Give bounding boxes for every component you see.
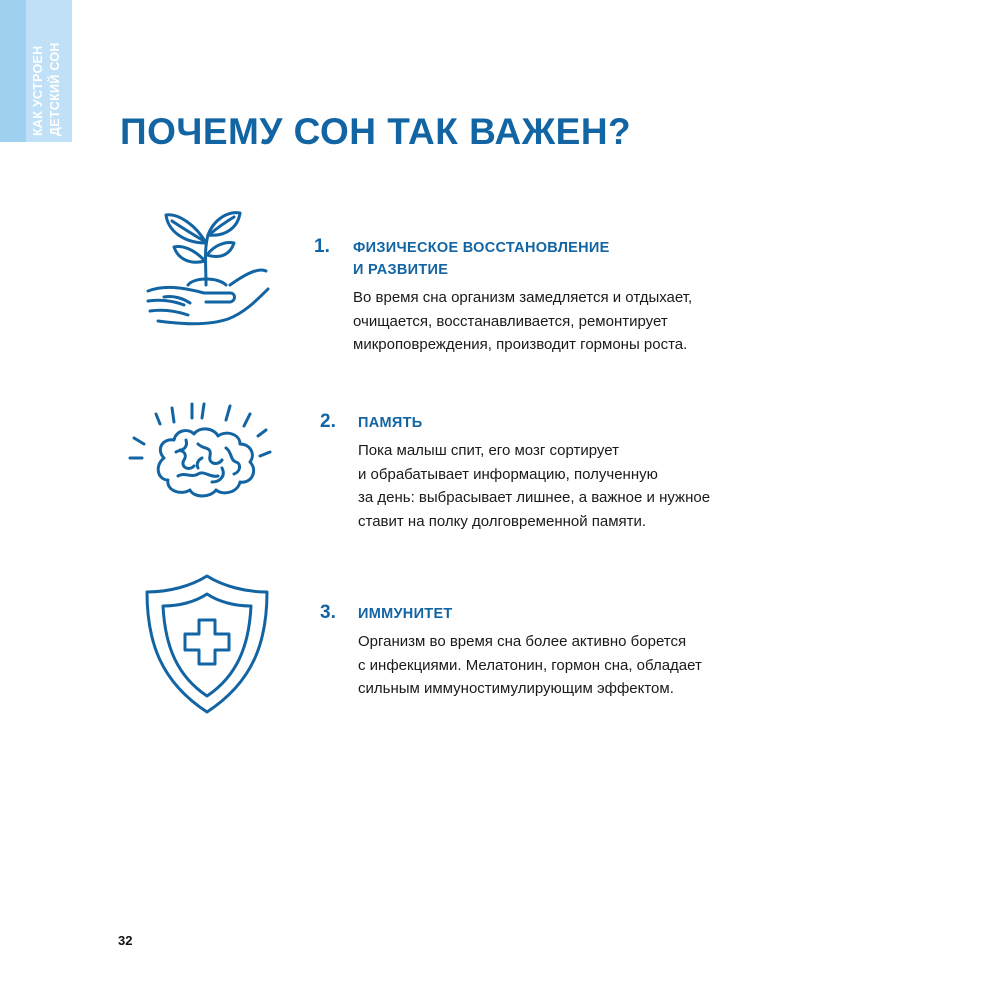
brain-icon <box>126 400 286 510</box>
side-tab-strip <box>0 0 26 142</box>
section-3-number: 3. <box>320 602 336 623</box>
section-3-body-line-2: с инфекциями. Мелатонин, гормон сна, обладает <box>358 656 702 674</box>
section-3-heading <box>358 603 453 625</box>
page-title: ПОЧЕМУ СОН ТАК ВАЖЕН? <box>120 111 632 152</box>
side-tab-line-2: ДЕТСКИЙ СОН <box>48 42 62 136</box>
section-1-heading <box>353 237 610 281</box>
section-1-body-line-2: очищается, восстанавливается, ремонтирует <box>353 312 668 330</box>
section-2-body-line-3: за день: выбрасывает лишнее, а важное и нужное <box>358 489 711 506</box>
section-2-body-line-4: ставит на полку долговременной памяти. <box>358 512 647 530</box>
section-3-body <box>358 630 702 701</box>
side-tab-labels <box>30 42 64 136</box>
shield-cross-icon <box>143 572 271 716</box>
section-2-heading <box>358 412 422 434</box>
section-2-body-line-2: и обрабатывает информацию, полученную <box>358 465 658 483</box>
section-1-heading-line-1: ФИЗИЧЕСКОЕ ВОССТАНОВЛЕНИЕ <box>353 240 610 256</box>
section-3-body-line-3: сильным иммуностимулирующим эффектом. <box>358 680 674 697</box>
section-3-heading-line-1: ИММУНИТЕТ <box>358 606 453 622</box>
section-1-body <box>353 286 692 357</box>
section-1-number: 1. <box>314 236 330 257</box>
section-1-body-line-1: Во время сна организм замедляется и отдыхает, <box>353 289 693 306</box>
hand-with-sprout-icon <box>144 205 274 330</box>
section-3-body-line-1: Организм во время сна более активно борется <box>358 633 687 650</box>
section-2-body <box>358 439 710 533</box>
section-2-number: 2. <box>320 411 336 432</box>
section-2-body-line-1: Пока малыш спит, его мозг сортирует <box>358 442 619 459</box>
page-number: 32 <box>118 933 133 948</box>
side-tab-line-1: КАК УСТРОЕН <box>31 45 45 136</box>
side-tab <box>0 0 72 142</box>
section-1-heading-line-2: И РАЗВИТИЕ <box>353 262 449 278</box>
section-1-body-line-3: микроповреждения, производит гормоны роста. <box>353 336 688 353</box>
section-2-heading-line-1: ПАМЯТЬ <box>358 415 423 431</box>
